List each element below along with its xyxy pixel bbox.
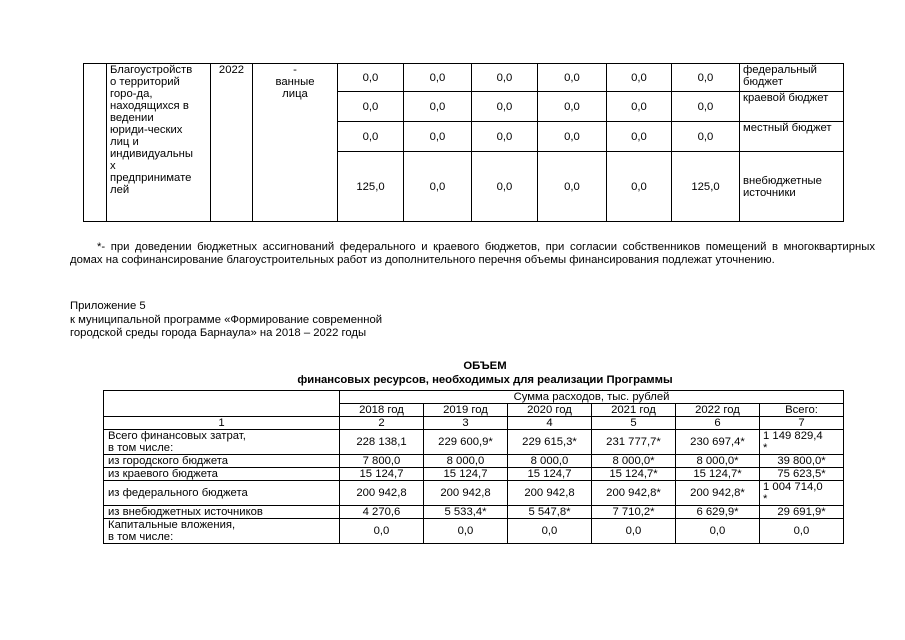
appendix-line-1: Приложение 5 xyxy=(70,300,146,312)
total-line: 29 691,9* xyxy=(777,506,826,518)
row-label-line: Всего финансовых затрат, xyxy=(108,430,246,442)
table-row xyxy=(104,455,844,468)
activity-name-line: о территорий xyxy=(110,76,180,88)
total-cell xyxy=(760,519,844,544)
executor-line: лица xyxy=(282,88,308,100)
value-cell: 228 138,1 xyxy=(340,430,424,455)
column-number-cell: 3 xyxy=(424,417,508,430)
value-cell: 0,0 xyxy=(338,122,404,152)
row-label-line: в том числе: xyxy=(108,531,174,543)
volume-title xyxy=(0,359,905,387)
year-header-cell: 2021 год xyxy=(592,404,676,417)
financial-resources-table xyxy=(103,390,844,544)
value-cell: 0,0 xyxy=(607,122,672,152)
value-cell: 0,0 xyxy=(338,64,404,92)
total-cell xyxy=(760,468,844,481)
value-cell: 0,0 xyxy=(676,519,760,544)
appendix-line-2: к муниципальной программе «Формирование современной xyxy=(70,313,383,326)
value-cell: 200 942,8 xyxy=(508,481,592,506)
value-cell: 0,0 xyxy=(338,92,404,122)
value-cell: 200 942,8* xyxy=(592,481,676,506)
column-number-cell: 5 xyxy=(592,417,676,430)
row-label-cell xyxy=(104,468,340,481)
activity-name-line: юриди-ческих xyxy=(110,124,183,136)
activity-name-line: горо-да, xyxy=(110,88,153,100)
value-cell: 0,0 xyxy=(404,64,472,92)
column-number-cell: 2 xyxy=(340,417,424,430)
value-cell: 0,0 xyxy=(538,122,607,152)
value-cell: 230 697,4* xyxy=(676,430,760,455)
total-line: 1 004 714,0 xyxy=(763,481,823,493)
program-activity-table xyxy=(83,63,844,222)
activity-name-line: лиц и xyxy=(110,136,139,148)
value-cell: 8 000,0 xyxy=(424,455,508,468)
value-cell: 7 800,0 xyxy=(340,455,424,468)
total-line: 0,0 xyxy=(793,525,810,537)
row-label-cell xyxy=(104,481,340,506)
value-cell: 0,0 xyxy=(404,92,472,122)
total-cell xyxy=(760,430,844,455)
value-cell: 15 124,7* xyxy=(592,468,676,481)
executor-cell xyxy=(253,64,338,222)
year-header-cell: 2018 год xyxy=(340,404,424,417)
value-cell: 0,0 xyxy=(538,92,607,122)
value-cell: 0,0 xyxy=(340,519,424,544)
value-cell: 0,0 xyxy=(472,122,538,152)
total-line: 75 623,5* xyxy=(777,468,826,480)
table-row xyxy=(104,430,844,455)
total-line: 39 800,0* xyxy=(777,455,826,467)
footnote: *- при доведении бюджетных ассигнований федерального и краевого бюджетов, при согласии собственников помещений в многоквартирных домах на софинансирование благоустроительных работ из дополнительного перечня объемы финансирования подлежат уточнению. xyxy=(70,241,875,266)
funding-source-cell: местный бюджет xyxy=(740,122,844,152)
table-row xyxy=(104,519,844,544)
total-line: * xyxy=(763,493,768,505)
value-cell: 0,0 xyxy=(472,152,538,222)
value-cell: 8 000,0* xyxy=(676,455,760,468)
row-label-cell xyxy=(104,455,340,468)
value-cell: 0,0 xyxy=(424,519,508,544)
row-number-cell xyxy=(84,64,107,222)
executor-line: - xyxy=(293,64,297,76)
year-header-cell: Всего: xyxy=(760,404,844,417)
table-row xyxy=(104,506,844,519)
header-empty-cell xyxy=(104,391,340,417)
funding-source-cell: федеральный бюджет xyxy=(740,64,844,92)
value-cell: 0,0 xyxy=(404,122,472,152)
value-cell: 0,0 xyxy=(607,64,672,92)
value-cell: 5 547,8* xyxy=(508,506,592,519)
value-cell: 0,0 xyxy=(607,152,672,222)
activity-name-line: х xyxy=(110,160,116,172)
volume-title-line-1: ОБЪЕМ xyxy=(463,360,507,372)
value-cell: 229 600,9* xyxy=(424,430,508,455)
activity-name-line: лей xyxy=(110,184,130,196)
value-cell: 15 124,7 xyxy=(424,468,508,481)
value-cell: 231 777,7* xyxy=(592,430,676,455)
activity-name-line: индивидуальны xyxy=(110,148,193,160)
value-cell: 0,0 xyxy=(538,64,607,92)
column-number-row xyxy=(104,417,844,430)
row-label-line: из федерального бюджета xyxy=(108,487,248,499)
row-label-line: Капитальные вложения, xyxy=(108,519,236,531)
year-header-cell: 2022 год xyxy=(676,404,760,417)
column-number-cell: 7 xyxy=(760,417,844,430)
funding-source-cell: внебюджетные источники xyxy=(740,152,844,222)
year-cell: 2022 xyxy=(211,64,253,222)
header-row xyxy=(104,391,844,404)
table-row xyxy=(104,481,844,506)
activity-name-cell xyxy=(107,64,211,222)
total-line: 1 149 829,4 xyxy=(763,430,823,442)
value-cell: 15 124,7 xyxy=(508,468,592,481)
column-number-cell: 6 xyxy=(676,417,760,430)
column-number-cell: 1 xyxy=(104,417,340,430)
appendix-line-3: городской среды города Барнаула» на 2018 – 2022 годы xyxy=(70,327,367,339)
total-line: * xyxy=(763,442,768,454)
value-cell: 15 124,7* xyxy=(676,468,760,481)
executor-line: ванные xyxy=(275,76,315,88)
year-header-cell: 2020 год xyxy=(508,404,592,417)
value-cell: 0,0 xyxy=(592,519,676,544)
appendix-heading xyxy=(70,300,382,341)
value-cell: 0,0 xyxy=(538,152,607,222)
activity-name-line: ведении xyxy=(110,112,154,124)
value-cell: 200 942,8 xyxy=(340,481,424,506)
activity-name-line: находящихся в xyxy=(110,100,189,112)
total-cell xyxy=(760,481,844,506)
volume-title-line-2: финансовых ресурсов, необходимых для реализации Программы xyxy=(297,374,673,386)
row-label-cell xyxy=(104,519,340,544)
value-cell: 0,0 xyxy=(672,122,740,152)
table-row xyxy=(104,468,844,481)
value-cell: 5 533,4* xyxy=(424,506,508,519)
total-cell xyxy=(760,455,844,468)
value-cell: 0,0 xyxy=(672,64,740,92)
header-span-cell: Сумма расходов, тыс. рублей xyxy=(340,391,844,404)
activity-name-line: Благоустройств xyxy=(110,64,193,76)
value-cell: 200 942,8* xyxy=(676,481,760,506)
value-cell: 8 000,0* xyxy=(592,455,676,468)
value-cell: 0,0 xyxy=(404,152,472,222)
total-cell xyxy=(760,506,844,519)
value-cell: 6 629,9* xyxy=(676,506,760,519)
value-cell: 125,0 xyxy=(338,152,404,222)
value-cell: 8 000,0 xyxy=(508,455,592,468)
year-header-cell: 2019 год xyxy=(424,404,508,417)
row-label-cell xyxy=(104,430,340,455)
value-cell: 200 942,8 xyxy=(424,481,508,506)
funding-source-cell: краевой бюджет xyxy=(740,92,844,122)
row-label-line: из городского бюджета xyxy=(108,455,229,467)
value-cell: 4 270,6 xyxy=(340,506,424,519)
column-number-cell: 4 xyxy=(508,417,592,430)
value-cell: 0,0 xyxy=(508,519,592,544)
value-cell: 229 615,3* xyxy=(508,430,592,455)
value-cell: 125,0 xyxy=(672,152,740,222)
row-label-cell xyxy=(104,506,340,519)
row-label-line: в том числе: xyxy=(108,442,174,454)
row-label-line: из краевого бюджета xyxy=(108,468,218,480)
value-cell: 15 124,7 xyxy=(340,468,424,481)
value-cell: 0,0 xyxy=(672,92,740,122)
table-row xyxy=(84,64,844,92)
value-cell: 0,0 xyxy=(607,92,672,122)
value-cell: 7 710,2* xyxy=(592,506,676,519)
activity-name-line: предпринимате xyxy=(110,172,192,184)
value-cell: 0,0 xyxy=(472,92,538,122)
row-label-line: из внебюджетных источников xyxy=(108,506,263,518)
value-cell: 0,0 xyxy=(472,64,538,92)
